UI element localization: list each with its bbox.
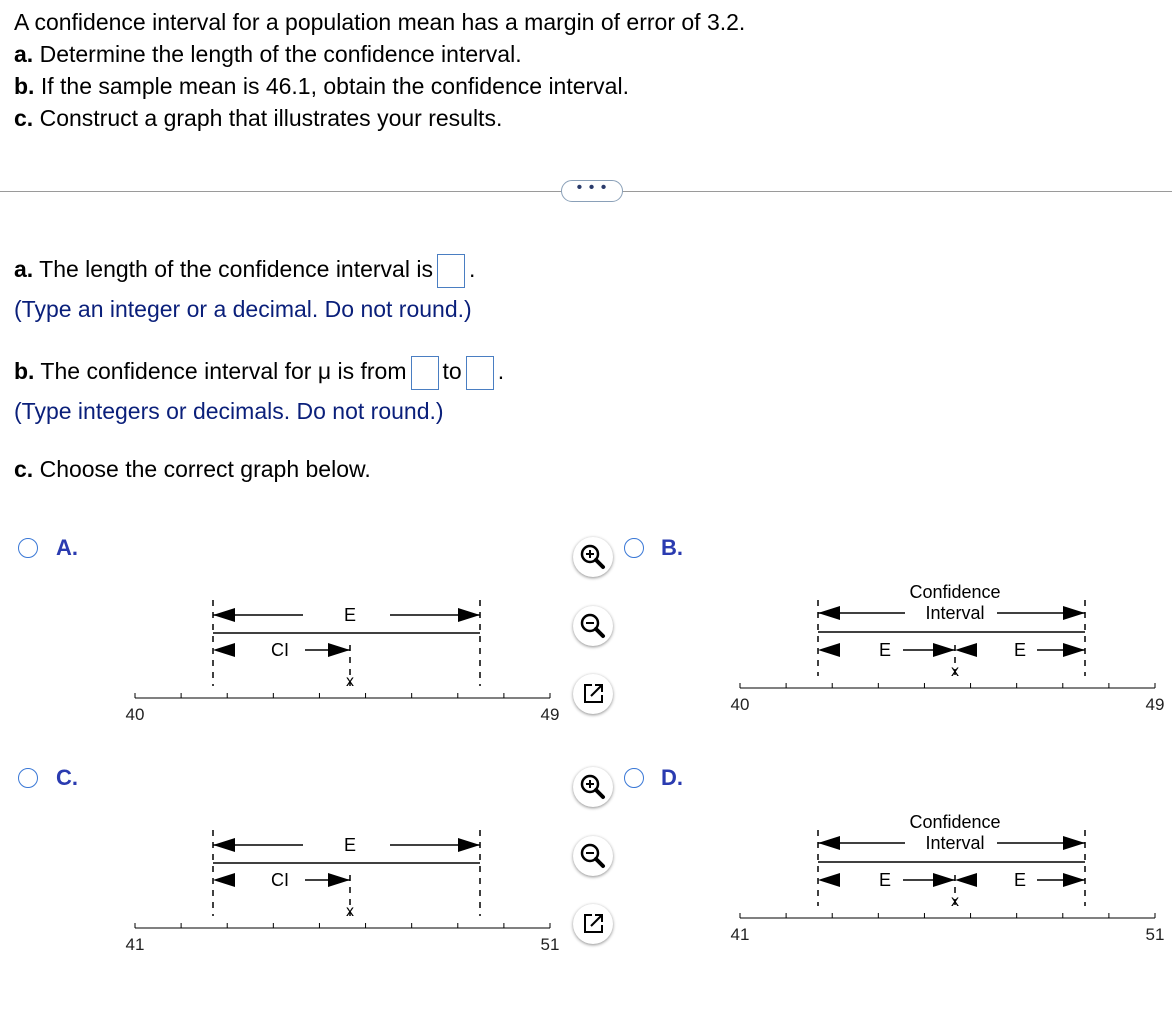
e-left-arrow-2: [955, 873, 977, 887]
interval-label: Interval: [925, 603, 985, 623]
ci-label: CI: [271, 640, 289, 660]
ci-right-arrow: [328, 643, 350, 657]
option-a-zoom-out-button[interactable]: [573, 606, 613, 646]
e-label: E: [1013, 640, 1027, 660]
ci-label: CI: [271, 870, 289, 890]
option-a-radio[interactable]: [18, 538, 38, 558]
e-right-arrow-2: [1063, 643, 1085, 657]
option-c-graph: [120, 820, 560, 960]
e-label: E: [878, 640, 892, 660]
axis-max-label: 51: [540, 935, 560, 954]
e-left-arrow-1: [818, 643, 840, 657]
option-c-label[interactable]: C.: [56, 765, 78, 790]
e-label: E: [878, 870, 892, 890]
e-span-right-arrow: [458, 608, 480, 622]
ci-left-arrow: [818, 606, 840, 620]
option-c-radio[interactable]: [18, 768, 38, 788]
ci-left-arrow: [818, 836, 840, 850]
e-span-left-arrow: [213, 838, 235, 852]
answer-c-line: c. Choose the correct graph below.: [14, 456, 371, 482]
axis-max-label: 49: [540, 705, 560, 724]
option-d-label[interactable]: D.: [661, 765, 683, 790]
e-right-arrow-1: [933, 873, 955, 887]
option-d-graph: [725, 810, 1165, 950]
option-a-label[interactable]: A.: [56, 535, 78, 560]
e-left-arrow-1: [818, 873, 840, 887]
xbar-label: x: [346, 673, 354, 690]
axis-max-label: 51: [1145, 925, 1165, 944]
ci-left-arrow: [213, 873, 235, 887]
e-label: E: [1013, 870, 1027, 890]
zoom-in-icon: [573, 537, 613, 577]
question-part-a: a. Determine the length of the confidence interval.: [14, 41, 522, 67]
axis-min-label: 41: [125, 935, 145, 954]
axis-min-label: 40: [730, 695, 750, 714]
option-a-graph: [120, 590, 560, 730]
option-c-zoom-out-button[interactable]: [573, 836, 613, 876]
axis-min-label: 41: [730, 925, 750, 944]
e-right-arrow-2: [1063, 873, 1085, 887]
option-c-zoom-in-button[interactable]: [573, 767, 613, 807]
e-span-left-arrow: [213, 608, 235, 622]
xbar-label: x: [951, 663, 959, 680]
ci-right-arrow: [1063, 836, 1085, 850]
ci-right-arrow: [328, 873, 350, 887]
axis-max-label: 49: [1145, 695, 1165, 714]
zoom-out-icon: [573, 606, 613, 646]
e-span-right-arrow: [458, 838, 480, 852]
interval-length-input[interactable]: [437, 254, 465, 288]
option-c-pop-out-button[interactable]: [573, 904, 613, 944]
interval-upper-input[interactable]: [466, 356, 494, 390]
ci-left-arrow: [213, 643, 235, 657]
axis-min-label: 40: [125, 705, 145, 724]
question-part-c: c. Construct a graph that illustrates your results.: [14, 105, 503, 131]
option-b-label[interactable]: B.: [661, 535, 683, 560]
question-part-b: b. If the sample mean is 46.1, obtain the confidence interval.: [14, 73, 629, 99]
option-a-zoom-in-button[interactable]: [573, 537, 613, 577]
question-intro: A confidence interval for a population mean has a margin of error of 3.2.: [14, 9, 746, 35]
pop-out-icon: [573, 904, 613, 944]
e-label: E: [343, 835, 357, 855]
confidence-label: Confidence: [909, 582, 1001, 602]
e-right-arrow-1: [933, 643, 955, 657]
e-label: E: [343, 605, 357, 625]
option-d-radio[interactable]: [624, 768, 644, 788]
zoom-out-icon: [573, 836, 613, 876]
answer-b-line: b. The confidence interval for μ is from to .: [14, 356, 504, 390]
pop-out-icon: [573, 674, 613, 714]
option-b-graph: [725, 580, 1165, 720]
option-b-radio[interactable]: [624, 538, 644, 558]
option-a-pop-out-button[interactable]: [573, 674, 613, 714]
show-more-button[interactable]: • • •: [561, 180, 623, 202]
xbar-label: x: [951, 893, 959, 910]
e-left-arrow-2: [955, 643, 977, 657]
answer-a-line: a. The length of the confidence interval is .: [14, 254, 475, 288]
answer-b-hint: (Type integers or decimals. Do not round.): [14, 398, 444, 424]
answer-a-hint: (Type an integer or a decimal. Do not round.): [14, 296, 472, 322]
confidence-label: Confidence: [909, 812, 1001, 832]
interval-label: Interval: [925, 833, 985, 853]
zoom-in-icon: [573, 767, 613, 807]
ci-right-arrow: [1063, 606, 1085, 620]
interval-lower-input[interactable]: [411, 356, 439, 390]
xbar-label: x: [346, 903, 354, 920]
